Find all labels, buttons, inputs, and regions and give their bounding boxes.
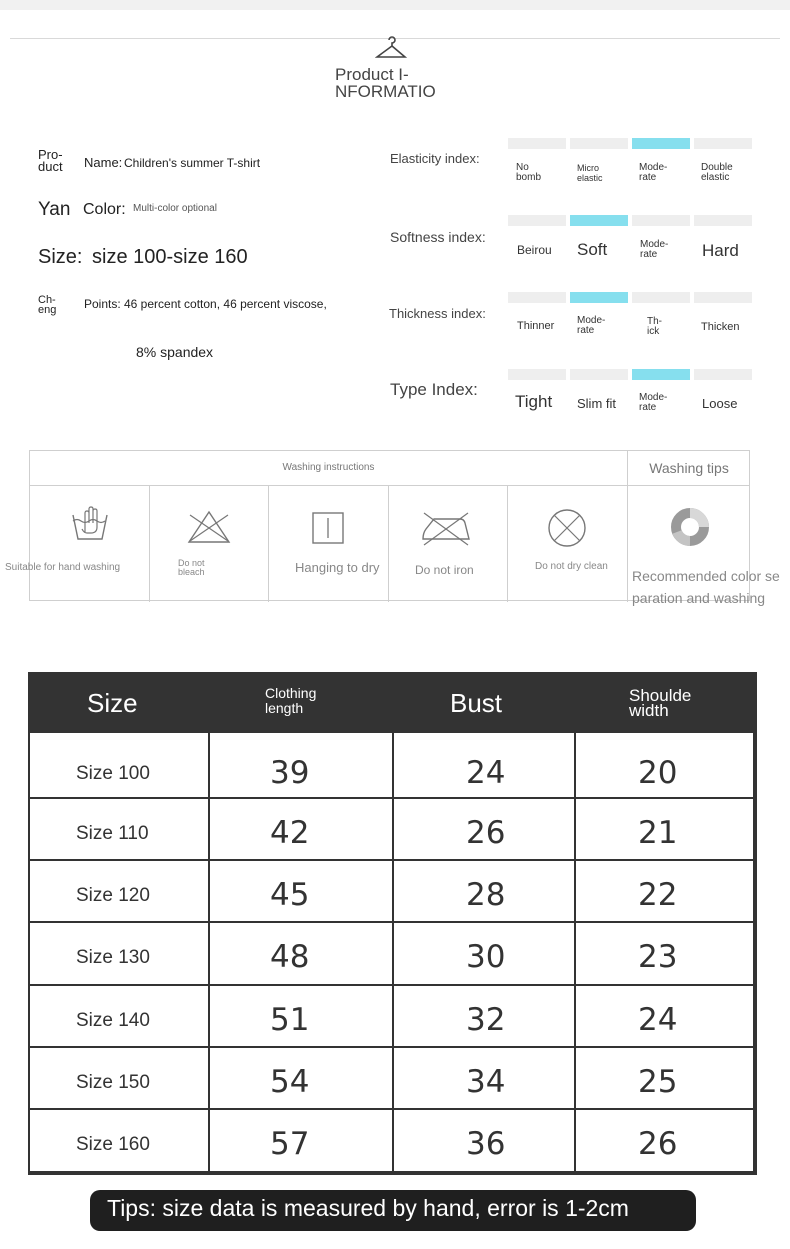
index-option: Hard — [702, 241, 739, 260]
index-label: Thickness index: — [389, 306, 486, 321]
index-segment — [570, 138, 628, 149]
index-segment — [508, 215, 566, 226]
title-line-1: Product I- — [335, 66, 409, 84]
washing-instructions-table — [5, 450, 780, 606]
size-value: 30 — [466, 939, 506, 975]
index-segment-active — [570, 215, 628, 226]
size-value: 36 — [466, 1126, 506, 1162]
index-option: Soft — [577, 240, 608, 259]
table-cell — [576, 1110, 755, 1173]
table-header-length: Clothing length — [265, 685, 317, 716]
points-value-2: 8% spandex — [136, 344, 214, 360]
index-option: Thinner — [517, 320, 555, 332]
divider — [149, 485, 150, 602]
no-dry-clean-icon — [546, 507, 588, 549]
index-option: Mode- rate — [640, 239, 669, 260]
size-name: Size 140 — [76, 1010, 150, 1031]
index-option: Tight — [515, 392, 553, 411]
table-cell — [394, 1048, 576, 1110]
index-segment — [508, 292, 566, 303]
index-segment — [508, 369, 566, 380]
table-cell — [576, 799, 755, 861]
table-cell — [394, 923, 576, 986]
table-cell — [576, 1048, 755, 1110]
size-label: Size: — [38, 246, 83, 268]
washing-header: Washing instructions — [282, 462, 375, 473]
table-cell — [394, 799, 576, 861]
size-name: Size 110 — [76, 823, 149, 844]
tips-banner: Tips: size data is measured by hand, error is 1-2cm — [90, 1190, 696, 1231]
table-cell — [30, 1110, 210, 1173]
points-label: Points: — [84, 297, 121, 311]
table-cell — [210, 923, 394, 986]
size-value: 25 — [638, 1064, 678, 1100]
divider — [507, 485, 508, 602]
size-name: Size 150 — [76, 1072, 150, 1093]
washing-item-text: Suitable for hand washing — [5, 562, 121, 573]
color-wheel-icon — [670, 507, 710, 547]
index-option: Double elastic — [701, 162, 733, 183]
hand-wash-icon — [70, 505, 110, 543]
index-option: Loose — [702, 396, 738, 411]
size-name: Size 130 — [76, 947, 150, 968]
table-cell — [30, 1048, 210, 1110]
index-option: Thicken — [701, 321, 740, 333]
divider — [388, 485, 389, 602]
color-label: Color: — [83, 201, 126, 218]
index-segment — [570, 369, 628, 380]
table-cell — [394, 733, 576, 799]
size-value: 45 — [270, 877, 310, 913]
index-option: Slim fit — [577, 396, 616, 411]
index-option: Beirou — [517, 243, 552, 257]
size-value: size 100-size 160 — [92, 246, 248, 268]
index-option: Mode- rate — [577, 315, 606, 336]
table-cell — [30, 733, 210, 799]
divider — [268, 485, 269, 602]
size-value: 24 — [638, 1002, 678, 1038]
title-line-2: NFORMATIO — [335, 82, 436, 100]
table-cell — [576, 986, 755, 1048]
hanger-icon — [375, 36, 407, 60]
table-cell — [576, 733, 755, 799]
table-cell — [210, 1048, 394, 1110]
section-title — [335, 66, 447, 100]
size-value: 39 — [270, 755, 310, 791]
size-value: 54 — [270, 1064, 310, 1100]
washing-item-text: Do not bleach — [178, 558, 205, 577]
size-value: 51 — [270, 1002, 310, 1038]
size-value: 22 — [638, 877, 678, 913]
points-value: 46 percent cotton, 46 percent viscose, — [124, 297, 327, 311]
table-header-size: Size — [87, 688, 138, 718]
no-bleach-icon — [186, 509, 232, 545]
size-table — [28, 672, 757, 1175]
index-segment-active — [632, 369, 690, 380]
yan-label: Yan — [38, 199, 71, 220]
index-segment-active — [632, 138, 690, 149]
size-value: 34 — [466, 1064, 506, 1100]
index-segment — [508, 138, 566, 149]
hang-dry-icon — [311, 511, 345, 545]
index-option: No bomb — [516, 162, 542, 183]
table-cell — [394, 861, 576, 923]
table-header-shoulder: Shoulde width — [629, 686, 692, 720]
cheng-label: Ch- eng — [38, 294, 57, 316]
size-value: 24 — [466, 755, 506, 791]
index-segment — [694, 215, 752, 226]
washing-tips-header: Washing tips — [649, 460, 729, 476]
size-name: Size 100 — [76, 763, 150, 784]
table-cell — [210, 1110, 394, 1173]
index-option: Mode- rate — [639, 162, 668, 183]
index-label: Softness index: — [390, 229, 486, 245]
table-cell — [30, 986, 210, 1048]
table-cell — [30, 923, 210, 986]
table-cell — [576, 923, 755, 986]
size-value: 21 — [638, 815, 678, 851]
size-value: 42 — [270, 815, 310, 851]
product-label: Pro- duct — [38, 147, 63, 174]
index-segment — [632, 215, 690, 226]
size-value: 26 — [466, 815, 506, 851]
table-cell — [210, 799, 394, 861]
table-cell — [210, 861, 394, 923]
index-label: Elasticity index: — [390, 151, 480, 166]
size-value: 23 — [638, 939, 678, 975]
index-segment — [694, 369, 752, 380]
washing-item-text: Do not dry clean — [535, 561, 608, 572]
size-value: 32 — [466, 1002, 506, 1038]
index-option: Th- ick — [647, 316, 662, 337]
size-value: 28 — [466, 877, 506, 913]
washing-tip-line: paration and washing — [632, 590, 766, 606]
washing-tip-line: Recommended color se — [632, 568, 780, 584]
table-cell — [30, 861, 210, 923]
index-option: Mode- rate — [639, 392, 668, 413]
name-value: Children's summer T-shirt — [124, 156, 261, 170]
washing-item-text: Hanging to dry — [295, 560, 380, 575]
table-cell — [210, 733, 394, 799]
size-name: Size 160 — [76, 1134, 150, 1155]
table-header-bust: Bust — [450, 688, 503, 718]
index-label: Type Index: — [390, 380, 478, 399]
table-cell — [576, 861, 755, 923]
washing-item-text: Do not iron — [415, 563, 474, 577]
size-value: 26 — [638, 1126, 678, 1162]
size-value: 48 — [270, 939, 310, 975]
size-value: 20 — [638, 755, 678, 791]
table-cell — [210, 986, 394, 1048]
color-value: Multi-color optional — [133, 203, 217, 214]
index-segment — [694, 292, 752, 303]
table-cell — [394, 1110, 576, 1173]
table-cell — [394, 986, 576, 1048]
washing-tip-text — [632, 565, 780, 609]
table-cell — [30, 799, 210, 861]
size-value: 57 — [270, 1126, 310, 1162]
divider — [30, 485, 749, 486]
no-iron-icon — [420, 509, 472, 547]
index-option: Micro elastic — [577, 163, 603, 183]
name-label: Name: — [84, 155, 123, 170]
top-bar — [0, 0, 790, 10]
index-segment — [694, 138, 752, 149]
index-segment — [632, 292, 690, 303]
index-segment-active — [570, 292, 628, 303]
size-name: Size 120 — [76, 885, 150, 906]
